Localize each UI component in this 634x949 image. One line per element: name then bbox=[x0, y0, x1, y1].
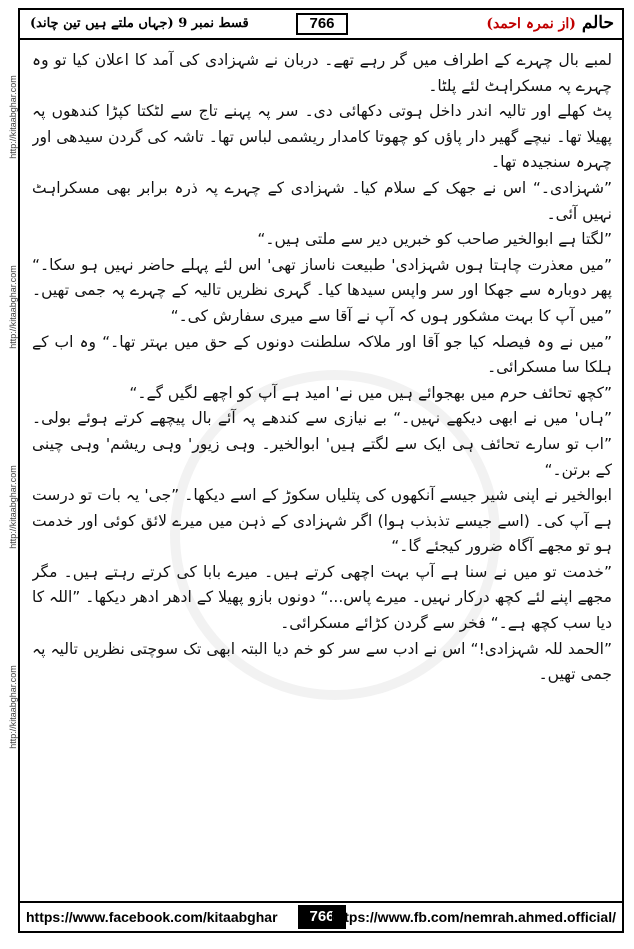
paragraph: پٹ کھلے اور تالیہ اندر داخل ہوتی دکھائی دی۔ سر پہ پہنے تاج سے لٹکتا کپڑا کندھوں پہ پھیلا تھا۔ نیچے گھیر دار پاؤں کو چھوتا کامدار ریشمی لباس تھا۔ تاشہ کی گردن سیدھی اور چہرہ سنجیدہ تھا۔ bbox=[32, 102, 612, 172]
paragraph: ”میں معذرت چاہتا ہوں شہزادی' طبیعت ناساز تھی' اس لئے پہلے حاضر نہیں ہو سکا۔“ پھر دوبارہ سے جھکا اور سر واپس سیدھا کیا۔ گہری نظریں تالیہ کے چہرے پہ جمی تھیں۔ ”میں آپ کا بہت مشکور ہوں کہ آپ نے آقا سے میری سفارش کی۔“ bbox=[32, 255, 612, 325]
author-text: (از نمرہ احمد) bbox=[486, 16, 576, 32]
paragraph: ”خدمت تو میں نے سنا ہے آپ بہت اچھی کرتے ہیں۔ میرے بابا کی کرتے رہتے ہیں۔ مگر مجھے اپنے لئے کچھ درکار نہیں۔ میرے پاس...“ دونوں بازو پھیلا کے ادھر ادھر دیکھا۔ ”اللہ کا دیا سب کچھ ہے۔“ فخر سے گردن کڑائے مسکرائی۔ bbox=[32, 562, 612, 633]
paragraph: ”کچھ تحائف حرم میں بھجوائے ہیں میں نے' امید ہے آپ کو اچھے لگیں گے۔“ bbox=[129, 383, 612, 402]
paragraph: ”الحمد للہ شہزادی!“ اس نے ادب سے سر کو خم دیا البتہ ابھی تک سوچتی نظریں تالیہ پہ جمی تھیں۔ bbox=[32, 639, 612, 684]
episode-label: قسط نمبر 9 (جہاں ملتے ہیں تین چاند) bbox=[30, 16, 249, 31]
page-header bbox=[20, 10, 622, 40]
paragraph: ”لگتا ہے ابوالخیر صاحب کو خبریں دیر سے ملتی ہیں۔“ bbox=[257, 230, 612, 249]
novel-title bbox=[486, 13, 614, 33]
paragraph: ”شہزادی۔“ اس نے جھک کے سلام کیا۔ شہزادی کے چہرے پہ ذرہ برابر بھی مسکراہٹ نہیں آئی۔ bbox=[32, 178, 612, 223]
paragraph: ابوالخیر نے اپنی شیر جیسے آنکھوں کی پتلیاں سکوڑ کے اسے دیکھا۔ ”جی' یہ بات تو درست ہے آپ کی۔ (اسے جیسے تذبذب ہوا) اگر شہزادی کے ذہن میں میرے لائق کوئی اور خدمت ہو تو مجھے آگاہ ضرور کیجئے گا۔“ bbox=[32, 486, 612, 556]
watermark-text: http://kitaabghar.com bbox=[8, 665, 18, 749]
facebook-link[interactable]: https://www.facebook.com/kitaabghar bbox=[26, 909, 278, 925]
title-text: حالم bbox=[581, 13, 614, 33]
story-text bbox=[32, 48, 612, 896]
paragraph: لمبے بال چہرے کے اطراف میں گر رہے تھے۔ دربان نے شہزادی کی آمد کا اعلان کیا تو وہ چہرے پہ مسکراہٹ لئے پلٹا۔ bbox=[32, 51, 612, 95]
watermark-text: http://kitaabghar.com bbox=[8, 75, 18, 159]
paragraph: ”ہاں' میں نے ابھی دیکھے نہیں۔“ بے نیازی سے کندھے پہ آئے بال پیچھے کرتے ہوئے بولی۔ ”اب تو سارے تحائف ہی ایک سے لگتے ہیں' ابوالخیر۔ وہی زیور' وہی ریشم' وہی چینی کے برتن۔“ bbox=[32, 409, 612, 479]
paragraph: ”میں نے وہ فیصلہ کیا جو آقا اور ملاکہ سلطنت دونوں کے حق میں بہتر تھا۔“ وہ اب کے ہلکا سا مسکرائی۔ bbox=[32, 332, 612, 377]
watermark-text: http://kitaabghar.com bbox=[8, 265, 18, 349]
header-page-number: 766 bbox=[296, 13, 348, 35]
watermark-text: http://kitaabghar.com bbox=[8, 465, 18, 549]
author-facebook-link[interactable]: https://www.fb.com/nemrah.ahmed.official/ bbox=[331, 909, 616, 925]
side-watermark bbox=[0, 0, 16, 949]
page-footer bbox=[20, 901, 622, 931]
page-frame bbox=[18, 8, 624, 933]
footer-page-number: 766 bbox=[298, 905, 346, 929]
